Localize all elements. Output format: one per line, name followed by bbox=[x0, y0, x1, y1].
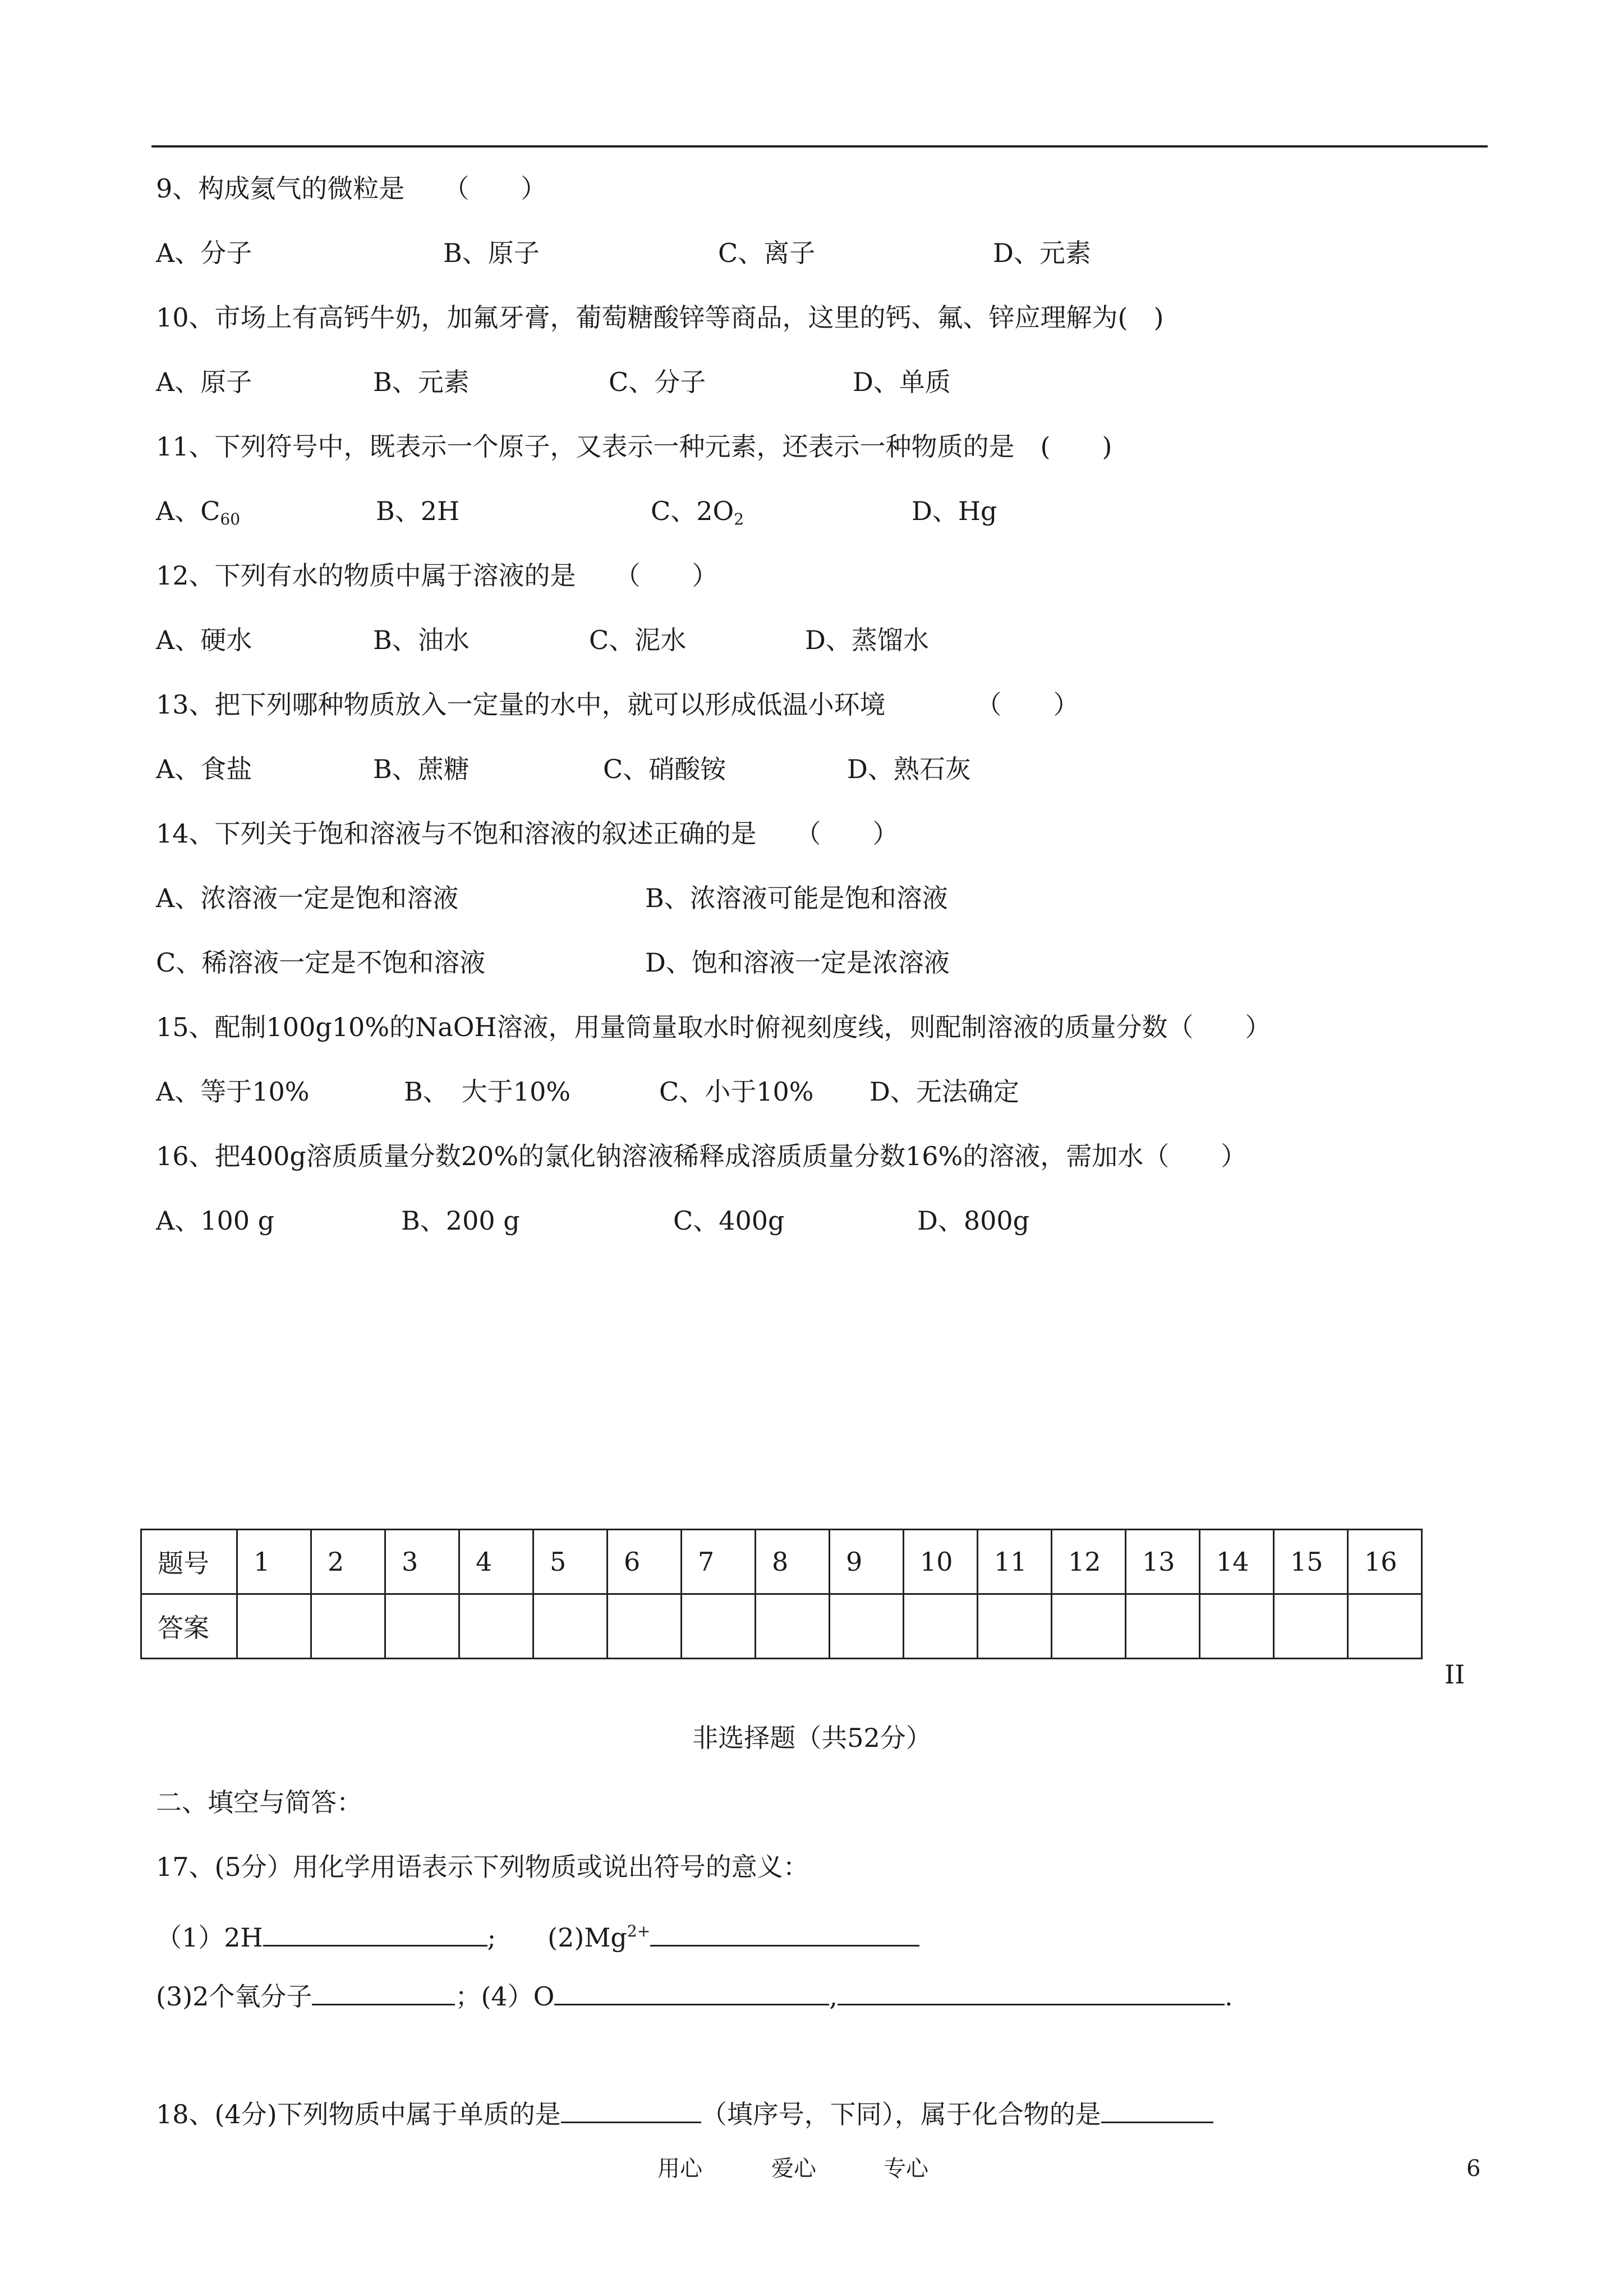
page-number: 6 bbox=[1466, 2156, 1481, 2182]
question-11-stem: 11、下列符号中，既表示一个原子，又表示一种元素，还表示一种物质的是 ( ) bbox=[156, 431, 1112, 462]
answer-cell[interactable] bbox=[978, 1594, 1052, 1659]
q15-option-c: C、小于10% bbox=[659, 1076, 814, 1107]
q13-option-a: A、食盐 bbox=[156, 754, 252, 784]
q12-option-c: C、泥水 bbox=[589, 625, 687, 655]
answer-table-number-cell: 12 bbox=[1052, 1530, 1126, 1594]
answer-cell[interactable] bbox=[1126, 1594, 1200, 1659]
answer-cell[interactable] bbox=[608, 1594, 682, 1659]
q10-option-d: D、单质 bbox=[853, 367, 951, 397]
answer-table-number-cell: 1 bbox=[237, 1530, 311, 1594]
answer-table-number-cell: 3 bbox=[385, 1530, 459, 1594]
answer-cell[interactable] bbox=[682, 1594, 756, 1659]
answer-table-number-cell: 14 bbox=[1200, 1530, 1274, 1594]
question-13-stem: 13、把下列哪种物质放入一定量的水中，就可以形成低温小环境 （ ） bbox=[156, 689, 1079, 720]
q12-option-d: D、蒸馏水 bbox=[805, 625, 929, 655]
answer-table-number-cell: 10 bbox=[904, 1530, 978, 1594]
answer-table-number-cell: 11 bbox=[978, 1530, 1052, 1594]
q14-option-d: D、饱和溶液一定是浓溶液 bbox=[645, 947, 950, 978]
q13-option-c: C、硝酸铵 bbox=[603, 754, 726, 784]
q16-option-d: D、800g bbox=[917, 1205, 1030, 1236]
blank-17-2[interactable] bbox=[650, 1920, 919, 1947]
question-17-line-2: (3)2个氧分子 ；(4）O , . bbox=[156, 1979, 1233, 2013]
answer-cell[interactable] bbox=[1200, 1594, 1274, 1659]
q13-option-d: D、熟石灰 bbox=[847, 754, 971, 784]
question-17-stem: 17、(5分）用化学用语表示下列物质或说出符号的意义： bbox=[156, 1852, 809, 1882]
answer-cell[interactable] bbox=[311, 1594, 385, 1659]
q16-option-c: C、400g bbox=[673, 1205, 785, 1236]
answer-table-number-cell: 7 bbox=[682, 1530, 756, 1594]
header-rule bbox=[151, 145, 1488, 148]
answer-table-number-row bbox=[141, 1530, 1422, 1594]
blank-17-3[interactable] bbox=[312, 1979, 455, 2005]
q11-option-d: D、Hg bbox=[912, 496, 997, 526]
q10-option-c: C、分子 bbox=[609, 367, 706, 397]
question-16-stem: 16、把400g溶质质量分数20%的氯化钠溶液稀释成溶质质量分数16%的溶液，需加水（ ） bbox=[156, 1141, 1247, 1171]
part-heading: 二、填空与简答： bbox=[156, 1787, 362, 1818]
answer-cell[interactable] bbox=[1274, 1594, 1348, 1659]
question-14-stem: 14、下列关于饱和溶液与不饱和溶液的叙述正确的是 （ ） bbox=[156, 818, 899, 849]
q16-option-a: A、100 g bbox=[156, 1205, 275, 1236]
answer-cell[interactable] bbox=[459, 1594, 533, 1659]
q9-option-d: D、元素 bbox=[993, 238, 1091, 268]
q14-option-c: C、稀溶液一定是不饱和溶液 bbox=[156, 947, 486, 978]
q15-option-d: D、无法确定 bbox=[869, 1076, 1019, 1107]
answer-table-number-cell: 15 bbox=[1274, 1530, 1348, 1594]
question-10-stem: 10、市场上有高钙牛奶，加氟牙膏，葡萄糖酸锌等商品，这里的钙、氟、锌应理解为( ) bbox=[156, 302, 1164, 333]
blank-17-4a[interactable] bbox=[554, 1979, 829, 2005]
q10-option-b: B、元素 bbox=[373, 367, 470, 397]
answer-table-number-cell: 8 bbox=[756, 1530, 830, 1594]
answer-table-row-label: 题号 bbox=[141, 1530, 237, 1594]
answer-table-number-cell: 13 bbox=[1126, 1530, 1200, 1594]
answer-table-number-cell: 5 bbox=[533, 1530, 608, 1594]
answer-table bbox=[140, 1529, 1423, 1659]
answer-table-number-cell: 6 bbox=[608, 1530, 682, 1594]
answer-cell[interactable] bbox=[385, 1594, 459, 1659]
q9-option-b: B、原子 bbox=[443, 238, 540, 268]
question-15-stem: 15、配制100g10%的NaOH溶液，用量筒量取水时俯视刻度线，则配制溶液的质量分数（ ） bbox=[156, 1012, 1271, 1042]
q14-option-a: A、浓溶液一定是饱和溶液 bbox=[156, 883, 459, 913]
answer-table-number-cell: 2 bbox=[311, 1530, 385, 1594]
answer-cell[interactable] bbox=[237, 1594, 311, 1659]
answer-table-number-cell: 9 bbox=[830, 1530, 904, 1594]
q9-option-a: A、分子 bbox=[156, 238, 252, 268]
q10-option-a: A、原子 bbox=[156, 367, 252, 397]
answer-cell[interactable] bbox=[1348, 1594, 1422, 1659]
answer-table-number-cell: 16 bbox=[1348, 1530, 1422, 1594]
q14-option-b: B、浓溶液可能是饱和溶液 bbox=[645, 883, 948, 913]
q12-option-a: A、硬水 bbox=[156, 625, 252, 655]
blank-18-1[interactable] bbox=[561, 2097, 701, 2123]
question-17-line-1: （1）2H ; $(2)Mg^{2+}$ bbox=[156, 1915, 919, 1954]
blank-17-4b[interactable] bbox=[838, 1979, 1225, 2005]
q11-option-b: B、2H bbox=[376, 496, 460, 526]
blank-17-1[interactable] bbox=[263, 1920, 487, 1947]
q16-option-b: B、200 g bbox=[401, 1205, 520, 1236]
answer-cell[interactable] bbox=[1052, 1594, 1126, 1659]
blank-18-2[interactable] bbox=[1101, 2097, 1213, 2123]
q15-option-b: B、 大于10% bbox=[404, 1076, 571, 1107]
section-title: 非选择题（共52分） bbox=[692, 1723, 932, 1753]
q11-option-a: A、$C_{60}$ bbox=[156, 496, 241, 528]
answer-cell[interactable] bbox=[756, 1594, 830, 1659]
q13-option-b: B、蔗糖 bbox=[373, 754, 470, 784]
answer-table-answer-row bbox=[141, 1594, 1422, 1659]
footer-word: 爱心 bbox=[771, 2156, 816, 2182]
q11-option-c: C、$2O_2$ bbox=[651, 496, 744, 528]
q15-option-a: A、等于10% bbox=[156, 1076, 310, 1107]
question-9-stem: 9、构成氦气的微粒是 （ ） bbox=[156, 173, 547, 204]
answer-table-number-cell: 4 bbox=[459, 1530, 533, 1594]
answer-cell[interactable] bbox=[533, 1594, 608, 1659]
answer-cell[interactable] bbox=[904, 1594, 978, 1659]
answer-cell[interactable] bbox=[830, 1594, 904, 1659]
q12-option-b: B、油水 bbox=[373, 625, 470, 655]
answer-table-row-label: 答案 bbox=[141, 1594, 237, 1659]
q9-option-c: C、离子 bbox=[718, 238, 816, 268]
footer-word: 用心 bbox=[657, 2156, 702, 2182]
question-12-stem: 12、下列有水的物质中属于溶液的是 （ ） bbox=[156, 560, 718, 591]
footer-word: 专心 bbox=[884, 2156, 928, 2182]
section-mark: II bbox=[1444, 1659, 1465, 1690]
question-18-stem: 18、(4分)下列物质中属于单质的是 （填序号，下同），属于化合物的是 bbox=[156, 2097, 1213, 2131]
